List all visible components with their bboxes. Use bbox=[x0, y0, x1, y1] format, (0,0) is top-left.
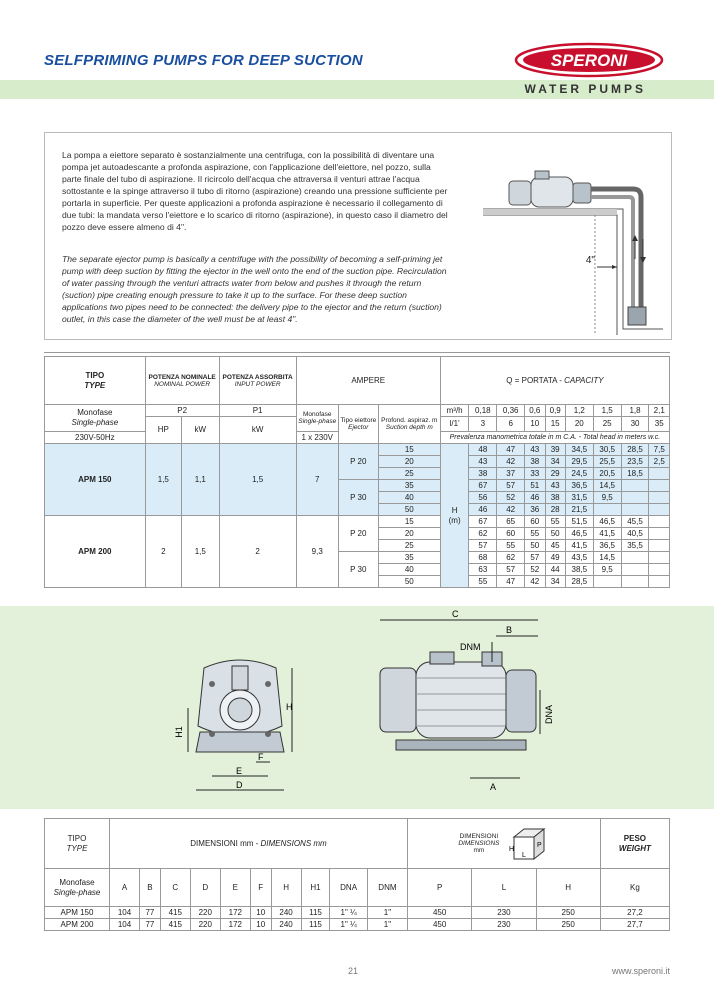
capacity-m3h: 0,9 bbox=[545, 405, 565, 417]
head-value: 7,5 bbox=[649, 444, 670, 456]
label-c: C bbox=[452, 609, 459, 619]
dims-value: 10 bbox=[250, 919, 271, 931]
head-value: 9,5 bbox=[593, 492, 621, 504]
head-value bbox=[649, 492, 670, 504]
performance-table bbox=[44, 356, 670, 588]
label-h: H bbox=[286, 702, 293, 712]
installation-diagram bbox=[483, 139, 663, 335]
unit-m3h: m³/h bbox=[440, 405, 469, 417]
dims-type-header: TIPO TYPE bbox=[45, 819, 110, 869]
p1-header: POTENZA ASSORBITA INPUT POWER bbox=[219, 357, 296, 405]
pack-dims-header: DIMENSIONI DIMENSIONS mm H L P bbox=[408, 819, 601, 869]
pump-side-view bbox=[380, 609, 554, 792]
head-note: Prevalenza manometrica totale in m C.A. - Total head in meters w.c. bbox=[440, 432, 669, 444]
dims-value: 240 bbox=[271, 919, 301, 931]
head-value: 25,5 bbox=[593, 456, 621, 468]
dimensions-table bbox=[44, 818, 670, 931]
head-value: 48 bbox=[469, 444, 497, 456]
weight-header: PESO WEIGHT bbox=[600, 819, 669, 869]
box-label-l: L bbox=[521, 851, 526, 859]
head-value: 55 bbox=[497, 540, 525, 552]
head-value: 33 bbox=[525, 468, 545, 480]
suction-depth: 50 bbox=[378, 576, 440, 588]
page-number: 21 bbox=[348, 966, 359, 976]
head-value bbox=[621, 480, 649, 492]
label-f: F bbox=[258, 752, 264, 762]
page-title: SELFPRIMING PUMPS FOR DEEP SUCTION bbox=[44, 52, 363, 69]
head-unit: H (m) bbox=[440, 444, 469, 588]
head-value: 57 bbox=[469, 540, 497, 552]
ejector-type: P 20 bbox=[338, 516, 378, 552]
capacity-m3h: 1,5 bbox=[593, 405, 621, 417]
head-value: 52 bbox=[497, 492, 525, 504]
box-label-p: P bbox=[536, 841, 542, 849]
head-value: 43 bbox=[525, 444, 545, 456]
dims-col-header: P bbox=[408, 869, 472, 907]
dims-row bbox=[45, 919, 670, 931]
label-e: E bbox=[236, 766, 243, 776]
head-value: 42 bbox=[525, 576, 545, 588]
model-name: APM 200 bbox=[45, 516, 146, 588]
suction-depth: 35 bbox=[378, 552, 440, 564]
pump-front-view bbox=[174, 660, 293, 790]
ejector-type: P 20 bbox=[338, 444, 378, 480]
head-value: 57 bbox=[525, 552, 545, 564]
dims-header: DIMENSIONI mm - DIMENSIONS mm bbox=[110, 819, 408, 869]
head-value: 38 bbox=[545, 492, 565, 504]
dims-value: 1" bbox=[367, 919, 407, 931]
head-value bbox=[649, 504, 670, 516]
head-value: 55 bbox=[545, 516, 565, 528]
suction-depth: 15 bbox=[378, 516, 440, 528]
head-value: 44 bbox=[545, 564, 565, 576]
performance-row bbox=[45, 444, 670, 456]
head-value: 28,5 bbox=[565, 576, 593, 588]
dims-value: 450 bbox=[408, 907, 472, 919]
suction-depth: 40 bbox=[378, 564, 440, 576]
ejector-header: Tipo eiettore Ejector bbox=[338, 405, 378, 444]
head-value: 36 bbox=[525, 504, 545, 516]
head-value: 60 bbox=[525, 516, 545, 528]
head-value bbox=[621, 504, 649, 516]
dims-col-header: H1 bbox=[301, 869, 330, 907]
head-value: 36,5 bbox=[565, 480, 593, 492]
capacity-lmin: 6 bbox=[497, 417, 525, 432]
head-value: 36,5 bbox=[593, 540, 621, 552]
dims-value: 230 bbox=[472, 907, 536, 919]
model-hp: 2 bbox=[145, 516, 181, 588]
suction-depth: 40 bbox=[378, 492, 440, 504]
head-value: 24,5 bbox=[565, 468, 593, 480]
head-value: 21,5 bbox=[565, 504, 593, 516]
perf-type-header: TIPO TYPE bbox=[45, 357, 146, 405]
intro-text-english: The separate ejector pump is basically a centrifuge with the possibility of becoming a self-priming jet pump with deep suction by fitting the ejector in the well onto the end of the suction pipe. Recirculation of water passing through the venturi attracts water from below and pushes it through the return (suction) pipe creating enough pressure to take it up to the surface. For these deep suction applications two pipes need to be connected: the delivery pipe to the ejector and the return (suction) outlet, in this case the diameter of the well must be at least 4". bbox=[62, 254, 447, 324]
head-value: 62 bbox=[497, 552, 525, 564]
head-value: 28,5 bbox=[621, 444, 649, 456]
head-value: 38 bbox=[469, 468, 497, 480]
head-value: 35,5 bbox=[621, 540, 649, 552]
suction-depth: 25 bbox=[378, 540, 440, 552]
head-value bbox=[649, 528, 670, 540]
dims-value: 250 bbox=[536, 907, 600, 919]
head-value: 46,5 bbox=[565, 528, 593, 540]
head-value bbox=[649, 516, 670, 528]
page-header bbox=[0, 0, 714, 100]
head-value bbox=[593, 576, 621, 588]
head-value bbox=[649, 552, 670, 564]
head-value: 51 bbox=[525, 480, 545, 492]
head-value: 41,5 bbox=[565, 540, 593, 552]
head-value: 67 bbox=[469, 480, 497, 492]
p2-header: POTENZA NOMINALE NOMINAL POWER bbox=[145, 357, 219, 405]
head-value: 46 bbox=[525, 492, 545, 504]
head-value: 43 bbox=[545, 480, 565, 492]
head-value: 14,5 bbox=[593, 552, 621, 564]
dims-row bbox=[45, 907, 670, 919]
package-box-icon bbox=[508, 825, 550, 863]
dims-value: 27,7 bbox=[600, 919, 669, 931]
capacity-header: Q = PORTATA - CAPACITY bbox=[440, 357, 669, 405]
dims-model-name: APM 150 bbox=[45, 907, 110, 919]
well-diameter-label: 4" bbox=[585, 255, 595, 266]
dims-value: 27,2 bbox=[600, 907, 669, 919]
head-value: 2,5 bbox=[649, 456, 670, 468]
head-value: 38 bbox=[525, 456, 545, 468]
head-value: 62 bbox=[469, 528, 497, 540]
capacity-lmin: 15 bbox=[545, 417, 565, 432]
capacity-lmin: 10 bbox=[525, 417, 545, 432]
dims-value: 450 bbox=[408, 919, 472, 931]
box-label-h: H bbox=[508, 845, 514, 853]
head-value: 43,5 bbox=[565, 552, 593, 564]
head-value bbox=[649, 480, 670, 492]
head-value: 45 bbox=[545, 540, 565, 552]
dims-col-header: H bbox=[536, 869, 600, 907]
head-value: 34 bbox=[545, 576, 565, 588]
capacity-m3h: 2,1 bbox=[649, 405, 670, 417]
dims-value: 104 bbox=[110, 919, 140, 931]
model-p1: 1,5 bbox=[219, 444, 296, 516]
dims-value: 220 bbox=[190, 919, 220, 931]
dims-value: 230 bbox=[472, 919, 536, 931]
depth-header: Profond. aspiraz. m Suction depth m bbox=[378, 405, 440, 444]
head-value bbox=[649, 468, 670, 480]
suction-depth: 25 bbox=[378, 468, 440, 480]
dims-col-header: H bbox=[271, 869, 301, 907]
dims-phase-cell: Monofase Single-phase bbox=[45, 869, 110, 907]
dims-value: 77 bbox=[140, 907, 161, 919]
suction-depth: 50 bbox=[378, 504, 440, 516]
capacity-m3h: 0,18 bbox=[469, 405, 497, 417]
head-value: 47 bbox=[497, 444, 525, 456]
head-value: 29 bbox=[545, 468, 565, 480]
head-value: 63 bbox=[469, 564, 497, 576]
dims-col-header: E bbox=[220, 869, 250, 907]
model-ampere: 9,3 bbox=[296, 516, 338, 588]
capacity-lmin: 3 bbox=[469, 417, 497, 432]
dims-value: 104 bbox=[110, 907, 140, 919]
dims-col-header: B bbox=[140, 869, 161, 907]
hp-label: HP bbox=[145, 417, 181, 444]
head-value: 65 bbox=[497, 516, 525, 528]
head-value bbox=[649, 564, 670, 576]
head-value: 28 bbox=[545, 504, 565, 516]
head-value: 37 bbox=[497, 468, 525, 480]
separator bbox=[44, 352, 670, 353]
head-value: 42 bbox=[497, 456, 525, 468]
head-value: 52 bbox=[525, 564, 545, 576]
dims-value: 77 bbox=[140, 919, 161, 931]
dims-value: 250 bbox=[536, 919, 600, 931]
dims-value: 240 bbox=[271, 907, 301, 919]
head-value: 55 bbox=[525, 528, 545, 540]
unit-lmin: l/1' bbox=[440, 417, 469, 432]
head-value: 60 bbox=[497, 528, 525, 540]
label-b: B bbox=[506, 625, 513, 635]
dims-col-header: DNA bbox=[330, 869, 367, 907]
head-value: 40,5 bbox=[621, 528, 649, 540]
label-d: D bbox=[236, 780, 243, 790]
head-value: 57 bbox=[497, 480, 525, 492]
intro-text-italian: La pompa a eiettore separato è sostanzialmente una centrifuga, con la possibilità di diventare una pompa jet autoadescante a profonda aspirazione, con l'applicazione dell'eiettore, nel pozzo, sulla parte finale del tubo di aspirazione. Il ricircolo dell'acqua che attraversa il venturi attrae l'acqua sottostante e la spinge attraverso il tubo di ritorno (aspirazione) creando una pressione sufficiente per portarla in superficie. Per queste applicazioni a profonda aspirazione è necessario il collegamento di due tubi: la mandata verso l'eiettore e lo scarico di ritorno (aspirazione), in questo caso il diametro del pozzo deve essere almeno di 4". bbox=[62, 150, 448, 232]
kw-label: kW bbox=[181, 417, 219, 444]
head-value: 50 bbox=[545, 528, 565, 540]
head-value: 68 bbox=[469, 552, 497, 564]
dims-value: 220 bbox=[190, 907, 220, 919]
head-value: 42 bbox=[497, 504, 525, 516]
dims-col-header: L bbox=[472, 869, 536, 907]
label-dna: DNA bbox=[544, 704, 554, 724]
head-value bbox=[621, 576, 649, 588]
p1-label: P1 bbox=[219, 405, 296, 417]
suction-depth: 20 bbox=[378, 456, 440, 468]
dimension-drawing bbox=[0, 606, 714, 809]
head-value: 67 bbox=[469, 516, 497, 528]
head-value: 50 bbox=[525, 540, 545, 552]
label-dnm: DNM bbox=[460, 642, 481, 652]
head-value: 55 bbox=[469, 576, 497, 588]
phase-cell: Monofase Single-phase bbox=[45, 405, 146, 432]
dims-col-header: F bbox=[250, 869, 271, 907]
head-value bbox=[649, 540, 670, 552]
voltage-cell: 230V-50Hz bbox=[45, 432, 146, 444]
capacity-m3h: 0,6 bbox=[525, 405, 545, 417]
speroni-logo bbox=[514, 42, 664, 78]
model-name: APM 150 bbox=[45, 444, 146, 516]
dims-col-header: Kg bbox=[600, 869, 669, 907]
amp-voltage-cell: 1 x 230V bbox=[296, 432, 338, 444]
head-value: 29,5 bbox=[565, 456, 593, 468]
head-value: 23,5 bbox=[621, 456, 649, 468]
dims-value: 1" ¼ bbox=[330, 907, 367, 919]
head-value: 56 bbox=[469, 492, 497, 504]
ampere-header: AMPERE bbox=[296, 357, 440, 405]
head-value: 34,5 bbox=[565, 444, 593, 456]
capacity-lmin: 20 bbox=[565, 417, 593, 432]
head-value: 46,5 bbox=[593, 516, 621, 528]
ejector-type: P 30 bbox=[338, 480, 378, 516]
head-value bbox=[621, 492, 649, 504]
head-value: 9,5 bbox=[593, 564, 621, 576]
head-value: 18,5 bbox=[621, 468, 649, 480]
capacity-lmin: 25 bbox=[593, 417, 621, 432]
head-value: 47 bbox=[497, 576, 525, 588]
logo-text: SPERONI bbox=[550, 51, 628, 70]
head-value bbox=[621, 552, 649, 564]
capacity-m3h: 0,36 bbox=[497, 405, 525, 417]
dims-value: 10 bbox=[250, 907, 271, 919]
suction-depth: 15 bbox=[378, 444, 440, 456]
capacity-m3h: 1,2 bbox=[565, 405, 593, 417]
label-a: A bbox=[490, 782, 497, 792]
ejector-type: P 30 bbox=[338, 552, 378, 588]
p2-label: P2 bbox=[145, 405, 219, 417]
dims-value: 115 bbox=[301, 907, 330, 919]
head-value bbox=[649, 576, 670, 588]
head-value: 34 bbox=[545, 456, 565, 468]
website-url: www.speroni.it bbox=[611, 966, 670, 976]
model-p1: 2 bbox=[219, 516, 296, 588]
dims-col-header: DNM bbox=[367, 869, 407, 907]
head-value: 31,5 bbox=[565, 492, 593, 504]
label-h1: H1 bbox=[174, 726, 184, 738]
dims-value: 115 bbox=[301, 919, 330, 931]
dims-value: 1" bbox=[367, 907, 407, 919]
head-value bbox=[621, 564, 649, 576]
head-value: 39 bbox=[545, 444, 565, 456]
dims-value: 415 bbox=[160, 919, 190, 931]
dims-value: 172 bbox=[220, 919, 250, 931]
model-ampere: 7 bbox=[296, 444, 338, 516]
intro-box bbox=[44, 132, 672, 340]
header-subtitle: WATER PUMPS bbox=[524, 82, 646, 96]
head-value: 45,5 bbox=[621, 516, 649, 528]
suction-depth: 35 bbox=[378, 480, 440, 492]
dims-value: 1" ¼ bbox=[330, 919, 367, 931]
capacity-lmin: 35 bbox=[649, 417, 670, 432]
head-value: 30,5 bbox=[593, 444, 621, 456]
model-kw: 1,1 bbox=[181, 444, 219, 516]
head-value bbox=[593, 504, 621, 516]
dims-col-header: C bbox=[160, 869, 190, 907]
dims-model-name: APM 200 bbox=[45, 919, 110, 931]
head-value: 38,5 bbox=[565, 564, 593, 576]
head-value: 57 bbox=[497, 564, 525, 576]
dims-col-header: A bbox=[110, 869, 140, 907]
dims-value: 415 bbox=[160, 907, 190, 919]
head-value: 46 bbox=[469, 504, 497, 516]
dims-value: 172 bbox=[220, 907, 250, 919]
head-value: 43 bbox=[469, 456, 497, 468]
head-value: 14,5 bbox=[593, 480, 621, 492]
model-kw: 1,5 bbox=[181, 516, 219, 588]
dims-col-header: D bbox=[190, 869, 220, 907]
performance-row bbox=[45, 516, 670, 528]
capacity-m3h: 1,8 bbox=[621, 405, 649, 417]
amp-phase-cell: Monofase Single-phase bbox=[296, 405, 338, 432]
head-value: 51,5 bbox=[565, 516, 593, 528]
capacity-lmin: 30 bbox=[621, 417, 649, 432]
kw-input-label: kW bbox=[219, 417, 296, 444]
model-hp: 1,5 bbox=[145, 444, 181, 516]
head-value: 20,5 bbox=[593, 468, 621, 480]
head-value: 49 bbox=[545, 552, 565, 564]
head-value: 41,5 bbox=[593, 528, 621, 540]
suction-depth: 20 bbox=[378, 528, 440, 540]
